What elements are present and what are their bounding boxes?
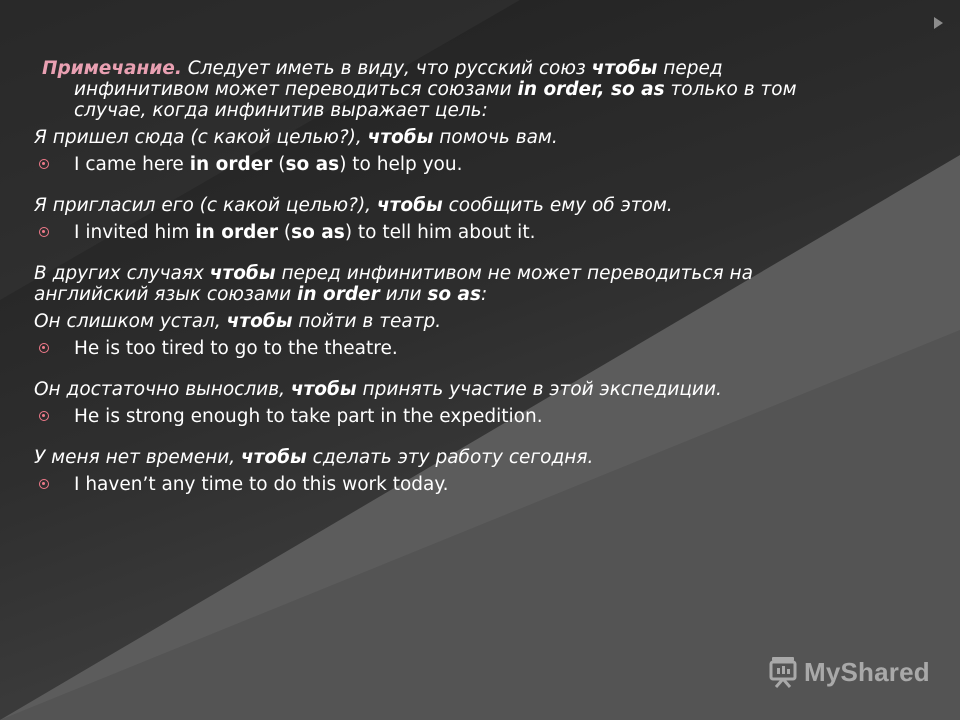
note-line-2: инфинитивом может переводиться союзами in order, so as только в том bbox=[74, 79, 797, 100]
bullet-icon bbox=[39, 343, 49, 353]
bullet-icon bbox=[39, 479, 49, 489]
example-3-russian: Он слишком устал, чтобы пойти в театр. bbox=[34, 311, 442, 332]
presentation-screen-icon bbox=[768, 656, 798, 688]
note-line-1: Примечание. Следует иметь в виду, что русский союз чтобы перед bbox=[42, 58, 723, 79]
rule-2-line-2: английский язык союзами in order или so as: bbox=[34, 284, 488, 305]
note-line-3: случае, когда инфинитив выражает цель: bbox=[74, 100, 488, 121]
watermark-text: MyShared bbox=[804, 656, 930, 687]
watermark-logo bbox=[768, 656, 930, 688]
example-5-english: I haven’t any time to do this work today. bbox=[34, 474, 914, 495]
example-4-english: He is strong enough to take part in the expedition. bbox=[34, 406, 914, 427]
example-4-russian: Он достаточно вынослив, чтобы принять участие в этой экспедиции. bbox=[34, 379, 722, 400]
example-5-russian: У меня нет времени, чтобы сделать эту работу сегодня. bbox=[34, 447, 594, 468]
bullet-icon bbox=[39, 411, 49, 421]
note-heading: Примечание. bbox=[42, 58, 182, 79]
example-3-english: He is too tired to go to the theatre. bbox=[34, 338, 914, 359]
example-2-english: I invited him in order (so as) to tell him about it. bbox=[34, 222, 914, 243]
bullet-icon bbox=[39, 227, 49, 237]
example-1-english: I came here in order (so as) to help you. bbox=[34, 154, 914, 175]
next-slide-arrow-icon[interactable] bbox=[934, 17, 943, 29]
slide-content bbox=[34, 58, 914, 495]
bullet-icon bbox=[39, 159, 49, 169]
example-2-russian: Я пригласил его (с какой целью?), чтобы сообщить ему об этом. bbox=[34, 195, 673, 216]
example-1-russian: Я пришел сюда (с какой целью?), чтобы помочь вам. bbox=[34, 127, 558, 148]
rule-2-line-1: В других случаях чтобы перед инфинитивом не может переводиться на bbox=[34, 263, 753, 284]
